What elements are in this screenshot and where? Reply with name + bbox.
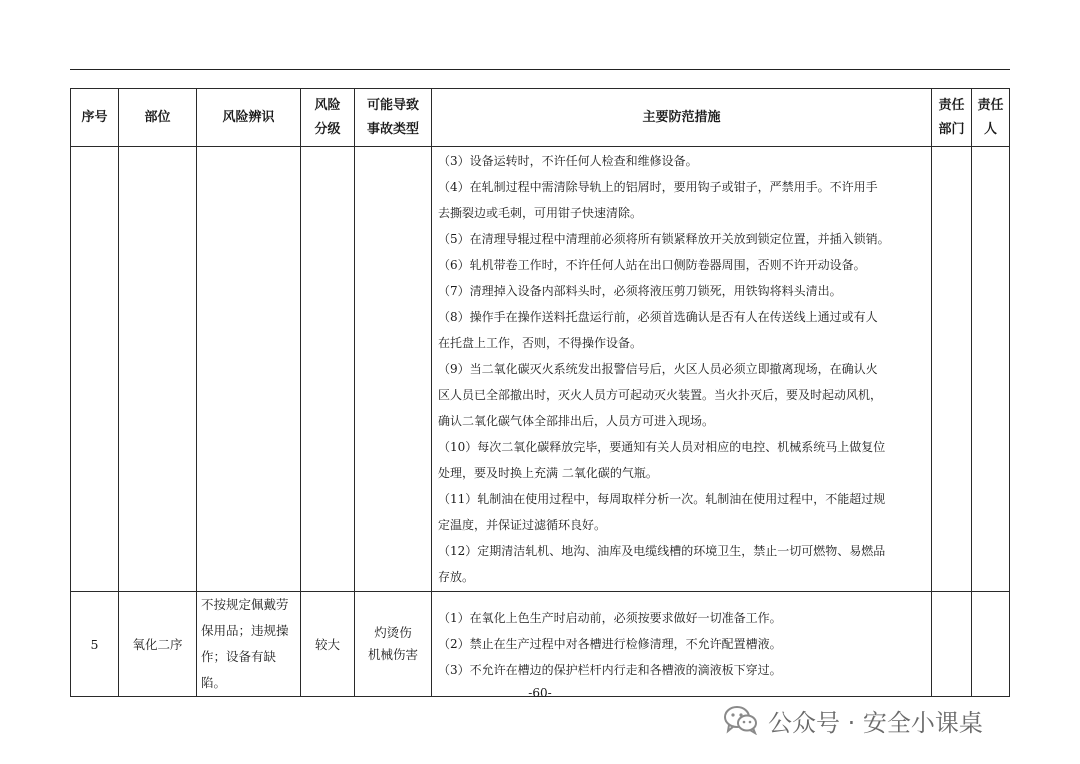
header-person-line2: 人 <box>983 121 997 137</box>
header-dept <box>932 89 972 147</box>
type-line: 机械伤害 <box>367 647 418 662</box>
row1-no <box>71 147 119 592</box>
header-row <box>71 89 1010 147</box>
header-type-line1: 可能导致 <box>366 97 419 113</box>
row2-no: 5 <box>71 592 119 697</box>
header-grade <box>301 89 355 147</box>
row2-dept <box>932 592 972 697</box>
header-type-line2: 事故类型 <box>366 121 419 137</box>
header-measures: 主要防范措施 <box>432 89 932 147</box>
measure-line: （2）禁止在生产过程中对各槽进行检修清理，不允许配置槽液。 <box>438 637 782 651</box>
row2-person <box>972 592 1010 697</box>
top-rule <box>70 69 1010 70</box>
risk-line: 作；设备有缺陷。 <box>201 649 277 690</box>
row1-grade <box>301 147 355 592</box>
header-risk: 风险辨识 <box>197 89 301 147</box>
table-row <box>71 592 1010 697</box>
table-row <box>71 147 1010 592</box>
measure-line: （12）定期清洁轧机、地沟、油库及电缆线槽的环境卫生，禁止一切可燃物、易燃品 <box>438 544 886 558</box>
measure-line: （7）清理掉入设备内部料头时，必须将液压剪刀锁死，用铁钩将料头清出。 <box>438 284 842 298</box>
header-dept-line2: 部门 <box>938 121 965 137</box>
type-line: 灼烫伤 <box>374 625 412 640</box>
watermark <box>724 702 983 738</box>
measure-line: （9）当二氧化碳灭火系统发出报警信号后，火区人员必须立即撤离现场，在确认火 <box>438 362 878 376</box>
row1-person <box>972 147 1010 592</box>
measure-line: （6）轧机带卷工作时，不许任何人站在出口侧防卷器周围，否则不许开动设备。 <box>438 258 866 272</box>
wechat-icon <box>724 705 758 735</box>
risk-table <box>70 88 1010 697</box>
row2-part: 氧化二序 <box>119 592 197 697</box>
measure-line: 定温度，并保证过滤循环良好。 <box>438 518 607 532</box>
measure-line: （11）轧制油在使用过程中，每周取样分析一次。轧制油在使用过程中，不能超过规 <box>438 492 886 506</box>
row2-measures <box>432 592 932 697</box>
watermark-text: 公众号 · 安全小课桌 <box>768 708 983 737</box>
measure-line: （3）设备运转时，不许任何人检查和维修设备。 <box>438 154 698 168</box>
measure-line: 去撕裂边或毛刺，可用钳子快速清除。 <box>438 206 643 220</box>
header-person <box>972 89 1010 147</box>
risk-line: 不按规定佩戴劳 <box>201 597 289 612</box>
measure-line: （4）在轧制过程中需清除导轨上的铝屑时，要用钩子或钳子，严禁用手。不许用手 <box>438 180 878 194</box>
header-part: 部位 <box>119 89 197 147</box>
page-number: -60- <box>528 686 552 700</box>
row1-type <box>355 147 432 592</box>
measure-line: （5）在清理导辊过程中清理前必须将所有锁紧释放开关放到锁定位置，并插入锁销。 <box>438 232 890 246</box>
risk-line: 保用品；违规操 <box>201 623 289 638</box>
header-person-line1: 责任 <box>977 97 1004 113</box>
header-dept-line1: 责任 <box>938 97 965 113</box>
measure-line: 在托盘上工作，否则，不得操作设备。 <box>438 336 643 350</box>
row1-part <box>119 147 197 592</box>
row2-risk <box>197 592 301 697</box>
measure-line: 存放。 <box>438 570 475 584</box>
measure-line: （3）不允许在槽边的保护栏杆内行走和各槽液的滴液板下穿过。 <box>438 663 782 677</box>
measure-line: （8）操作手在操作送料托盘运行前，必须首选确认是否有人在传送线上通过或有人 <box>438 310 878 324</box>
measure-line: （1）在氧化上色生产时启动前，必须按要求做好一切准备工作。 <box>438 611 782 625</box>
row2-type <box>355 592 432 697</box>
row1-measures <box>432 147 932 592</box>
row1-dept <box>932 147 972 592</box>
header-type <box>355 89 432 147</box>
measure-line: 处理，要及时换上充满 二氧化碳的气瓶。 <box>438 466 658 480</box>
measure-line: 确认二氧化碳气体全部排出后，人员方可进入现场。 <box>438 414 715 428</box>
measure-line: 区人员已全部撤出时，灭火人员方可起动灭火装置。当火扑灭后，要及时起动风机， <box>438 388 883 402</box>
measure-line: （10）每次二氧化碳释放完毕，要通知有关人员对相应的电控、机械系统马上做复位 <box>438 440 886 454</box>
header-no: 序号 <box>71 89 119 147</box>
row2-grade: 较大 <box>301 592 355 697</box>
row1-risk <box>197 147 301 592</box>
header-grade-line1: 风险 <box>314 97 341 113</box>
header-grade-line2: 分级 <box>314 121 341 137</box>
